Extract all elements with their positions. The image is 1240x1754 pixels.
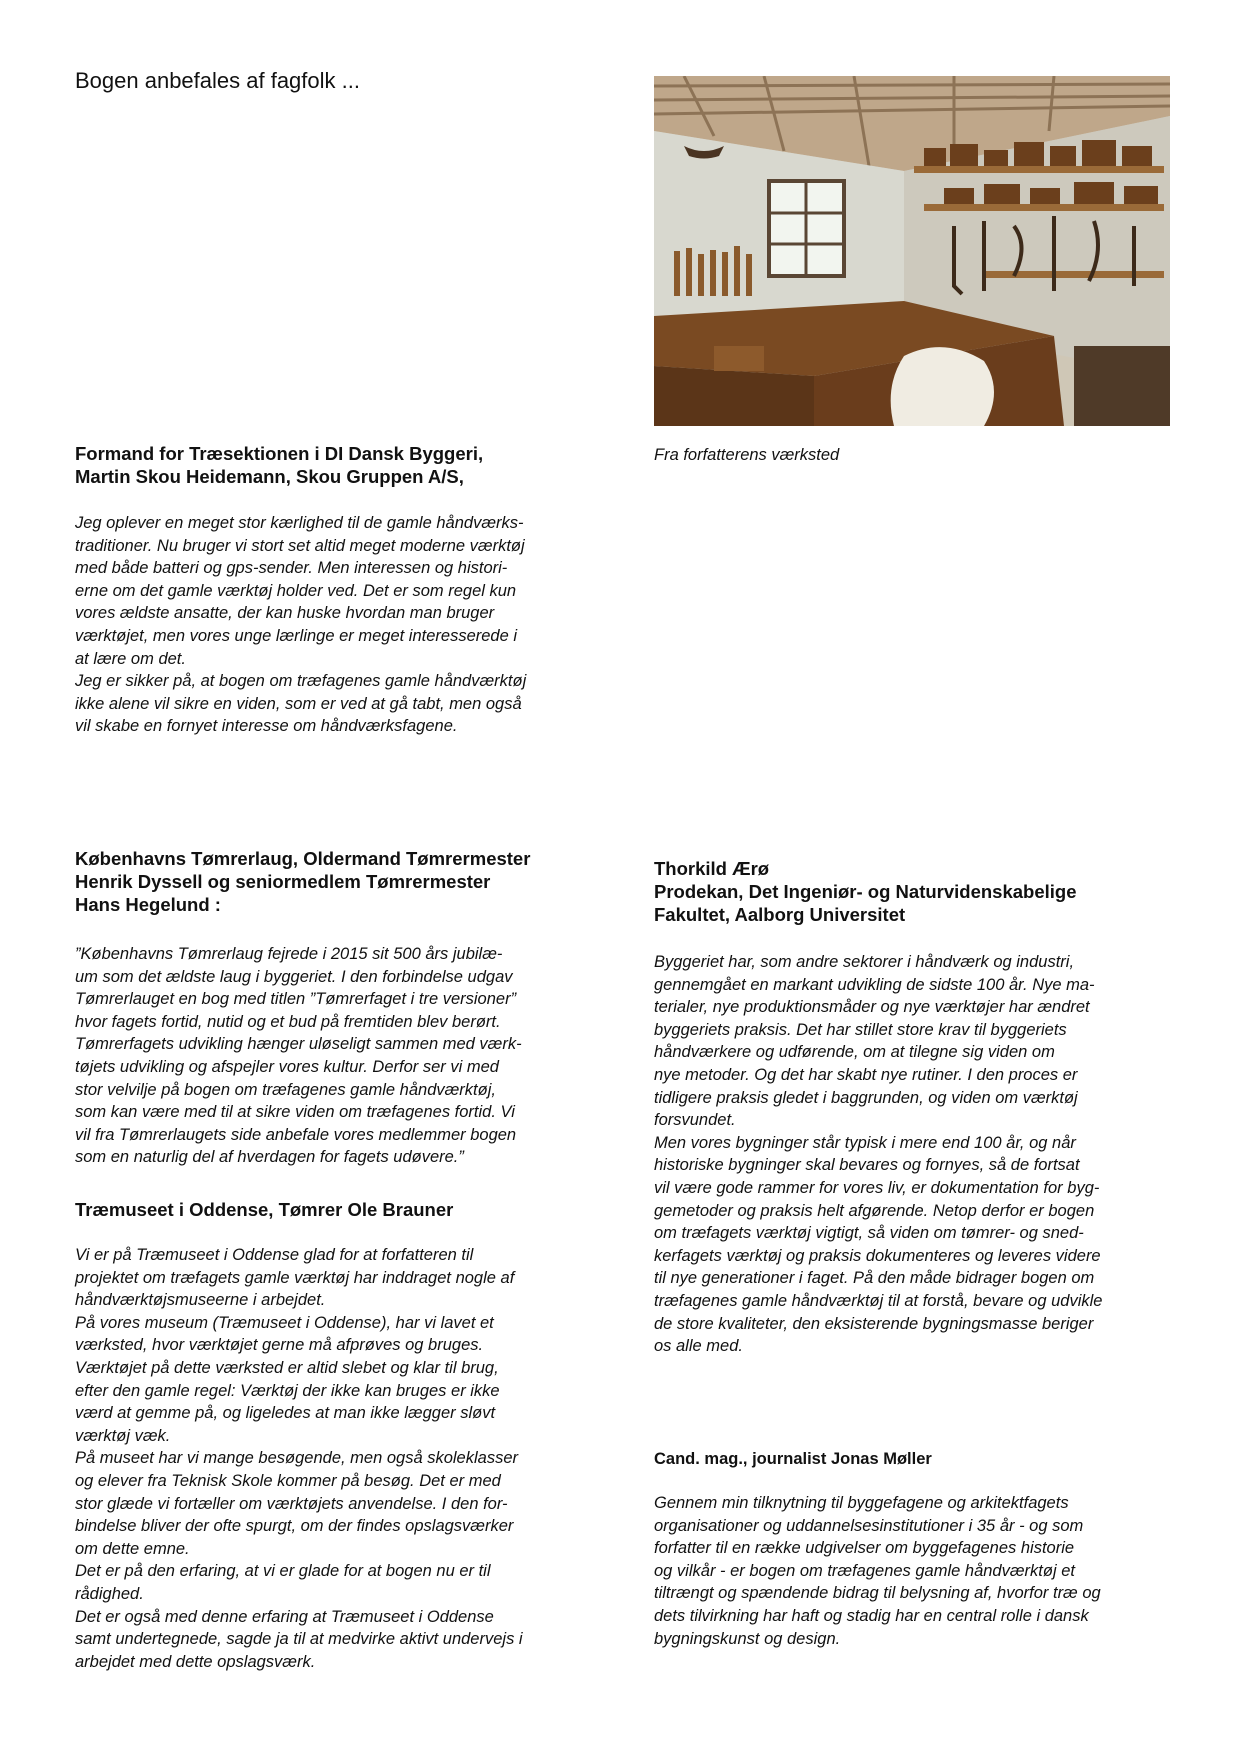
quote-line: håndværktøjsmuseerne i arbejdet. (75, 1291, 326, 1310)
quote-line: Tømrerlauget en bog med titlen ”Tømrerfaget i tre versioner” (75, 990, 517, 1009)
quote-line: um som det ældste laug i byggeriet. I den forbindelse udgav (75, 967, 513, 986)
quote-line: samt undertegnede, sagde ja til at medvirke aktivt undervejs i (75, 1630, 523, 1649)
moller-quote (654, 1492, 1101, 1650)
quote-line: træfagenes gamle håndværktøj til at forstå, bevare og udvikle (654, 1291, 1103, 1310)
traemuseet-quote (75, 1244, 523, 1673)
heading-line: Træmuseet i Oddense, Tømrer Ole Brauner (75, 1199, 454, 1220)
quote-line: som kan være med til at sikre viden om træfagenes fortid. Vi (75, 1103, 515, 1122)
quote-line: bygningskunst og design. (654, 1629, 841, 1648)
quote-line: stor glæde vi fortæller om værktøjets anvendelse. I den for- (75, 1494, 508, 1513)
tomrerlaug-quote (75, 943, 522, 1169)
quote-line: Tømrerfagets udvikling hænger uløseligt sammen med værk- (75, 1035, 522, 1054)
quote-line: Byggeriet har, som andre sektorer i håndværk og industri, (654, 953, 1075, 971)
quote-line: håndværkere og udførende, om at tilegne sig viden om (654, 1043, 1055, 1062)
quote-line: Gennem min tilknytning til byggefagene og arkitektfagets (654, 1494, 1069, 1512)
quote-line: hvor fagets fortid, nutid og et bud på fremtiden blev berørt. (75, 1012, 501, 1031)
quote-line: traditioner. Nu bruger vi stort set altid meget moderne værktøj (75, 536, 525, 555)
quote-line: gemetoder og praksis helt afgørende. Netop derfor er bogen (654, 1201, 1095, 1220)
quote-line: os alle med. (654, 1337, 743, 1356)
quote-line: vil skabe en fornyet interesse om håndværksfagene. (75, 717, 458, 736)
quote-line: værktøj væk. (75, 1426, 171, 1445)
aero-quote (654, 951, 1102, 1358)
quote-line: vores ældste ansatte, der kan huske hvordan man bruger (75, 604, 495, 623)
quote-line: forsvundet. (654, 1111, 736, 1130)
heading-line: Fakultet, Aalborg Universitet (654, 904, 906, 925)
quote-line: Jeg er sikker på, at bogen om træfagenes gamle håndværktøj (75, 672, 527, 691)
quote-line: bindelse bliver der ofte spurgt, om der findes opslagsværker (75, 1517, 514, 1536)
quote-line: tiltrængt og spændende bidrag til belysning af, hvorfor træ og (654, 1584, 1101, 1603)
heading-line: Henrik Dyssell og seniormedlem Tømrermester (75, 871, 491, 892)
heading-line: Hans Hegelund : (75, 894, 221, 915)
quote-line: værktøjet, men vores unge lærlinge er meget interesserede i (75, 626, 518, 645)
quote-line: tøjets udvikling og afspejler vores kultur. Derfor ser vi med (75, 1057, 499, 1076)
quote-line: efter den gamle regel: Værktøj der ikke kan bruges er ikke (75, 1381, 500, 1400)
tomrerlaug-heading (75, 847, 530, 916)
quote-line: tidligere praksis gledet i baggrunden, og viden om værktøj (654, 1088, 1078, 1107)
heading-line: Martin Skou Heidemann, Skou Gruppen A/S, (75, 466, 464, 487)
quote-line: vil være gode rammer for vores liv, er dokumentation for byg- (654, 1178, 1100, 1197)
quote-line: og vilkår - er bogen om træfagenes gamle håndværktøj et (654, 1561, 1075, 1580)
aero-heading (654, 857, 1077, 926)
heading-line: Prodekan, Det Ingeniør- og Naturvidenskabelige (654, 881, 1077, 902)
quote-line: arbejdet med dette opslagsværk. (75, 1652, 316, 1671)
quote-line: terialer, nye produktionsmåder og nye værktøjer har ændret (654, 998, 1090, 1017)
quote-line: forfatter til en række udgivelser om byggefagenes historie (654, 1539, 1075, 1558)
heading-line: Københavns Tømrerlaug, Oldermand Tømrermester (75, 848, 531, 869)
quote-line: til nye generationer i faget. På den måde bidrager bogen om (654, 1269, 1095, 1288)
quote-line: værksted, hvor værktøjet gerne må afprøves og bruges. (75, 1336, 484, 1355)
quote-line: nye metoder. Og det har skabt nye rutiner. I den proces er (654, 1065, 1078, 1084)
quote-line: På vores museum (Træmuseet i Oddense), har vi lavet et (75, 1313, 494, 1332)
photo-caption: Fra forfatterens værksted (654, 446, 840, 464)
quote-line: historiske bygninger skal bevares og fornyes, så de fortsat (654, 1156, 1080, 1175)
workshop-photo (654, 76, 1170, 426)
quote-line: de store kvaliteter, den eksisterende bygningsmasse beriger (654, 1314, 1094, 1333)
quote-line: Jeg oplever en meget stor kærlighed til de gamle håndværks- (75, 514, 524, 532)
quote-line: om træfagets værktøj vigtigt, så viden om tømrer- og sned- (654, 1224, 1084, 1243)
quote-line: om dette emne. (75, 1539, 190, 1558)
page-title: Bogen anbefales af fagfolk ... (75, 68, 360, 93)
quote-line: erne om det gamle værktøj holder ved. Det er som regel kun (75, 581, 517, 600)
quote-line: byggeriets praksis. Det har stillet store krav til byggeriets (654, 1020, 1067, 1039)
quote-line: Værktøjet på dette værksted er altid slebet og klar til brug, (75, 1358, 499, 1377)
heidemann-heading (75, 442, 483, 488)
quote-line: og elever fra Teknisk Skole kommer på besøg. Det er med (75, 1471, 501, 1490)
heidemann-quote (75, 512, 526, 738)
quote-line: Men vores bygninger står typisk i mere end 100 år, og når (654, 1133, 1076, 1152)
quote-line: med både batteri og gps-sender. Men interessen og histori- (75, 559, 508, 578)
quote-line: Det er også med denne erfaring at Træmuseet i Oddense (75, 1607, 494, 1626)
quote-line: Vi er på Træmuseet i Oddense glad for at forfatteren til (75, 1246, 474, 1264)
traemuseet-heading (75, 1198, 453, 1221)
quote-line: rådighed. (75, 1584, 144, 1603)
quote-line: ikke alene vil sikre en viden, som er ved at gå tabt, men også (75, 694, 522, 713)
quote-line: at lære om det. (75, 649, 186, 668)
quote-line: stor velvilje på bogen om træfagenes gamle håndværktøj, (75, 1080, 496, 1099)
moller-heading (654, 1448, 932, 1471)
quote-line: ”Københavns Tømrerlaug fejrede i 2015 sit 500 års jubilæ- (75, 945, 503, 963)
heading-line: Formand for Træsektionen i DI Dansk Byggeri, (75, 443, 484, 464)
heading-line: Cand. mag., journalist Jonas Møller (654, 1450, 932, 1468)
quote-line: kerfagets værktøj og praksis dokumenteres og leveres videre (654, 1246, 1101, 1265)
quote-line: dets tilvirkning har haft og stadig har en central rolle i dansk (654, 1606, 1089, 1625)
quote-line: gennemgået en markant udvikling de sidste 100 år. Nye ma- (654, 975, 1095, 994)
quote-line: Det er på den erfaring, at vi er glade for at bogen nu er til (75, 1562, 491, 1581)
quote-line: værd at gemme på, og ligeledes at man ikke lægger sløvt (75, 1404, 496, 1423)
quote-line: projektet om træfagets gamle værktøj har inddraget nogle af (75, 1268, 515, 1287)
quote-line: organisationer og uddannelsesinstitutioner i 35 år - og som (654, 1516, 1084, 1535)
quote-line: På museet har vi mange besøgende, men også skoleklasser (75, 1449, 518, 1468)
quote-line: som en naturlig del af hverdagen for fagets udøvere.” (75, 1148, 464, 1167)
quote-line: vil fra Tømrerlaugets side anbefale vores medlemmer bogen (75, 1125, 517, 1144)
heading-line: Thorkild Ærø (654, 858, 770, 879)
